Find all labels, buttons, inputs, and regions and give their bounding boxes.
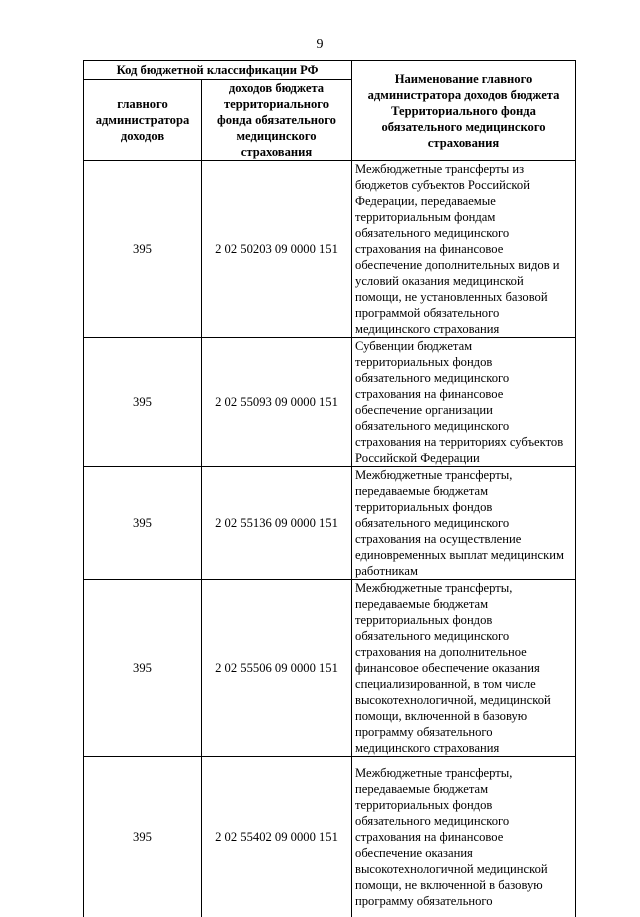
admin-code-cell: 395: [84, 757, 202, 917]
income-code-cell: 2 02 55402 09 0000 151: [202, 757, 352, 917]
table-row: [84, 467, 576, 580]
admin-code-header: главного администратора доходов: [84, 80, 202, 161]
table-row: [84, 338, 576, 467]
admin-code-cell: 395: [84, 467, 202, 580]
administrator-name-header: Наименование главного администратора доходов бюджета Территориального фонда обязательного медицинского страхования: [352, 61, 576, 161]
income-code-cell: 2 02 55506 09 0000 151: [202, 580, 352, 757]
admin-code-cell: 395: [84, 580, 202, 757]
table-row: [84, 757, 576, 917]
page-number: 9: [0, 37, 640, 53]
income-code-cell: 2 02 55093 09 0000 151: [202, 338, 352, 467]
description-cell: Межбюджетные трансферты, передаваемые бюджетам территориальных фондов обязательного медицинского страхования на финансовое обеспечение оказания высокотехнологичной медицинской помощи, не включенной в базовую программу обязательного: [352, 757, 576, 917]
admin-code-cell: 395: [84, 161, 202, 338]
description-cell: Межбюджетные трансферты из бюджетов субъектов Российской Федерации, передаваемые территориальным фондам обязательного медицинского страхования на финансовое обеспечение дополнительных видов и условий оказания медицинской помощи, не установленных базовой программой обязательного медицинского страхования: [352, 161, 576, 338]
budget-classification-table: [83, 60, 576, 917]
budget-code-group-header: Код бюджетной классификации РФ: [84, 61, 352, 80]
table-row: [84, 161, 576, 338]
description-cell: Межбюджетные трансферты, передаваемые бюджетам территориальных фондов обязательного медицинского страхования на дополнительное финансовое обеспечение оказания специализированной, в том числе высокотехнологичной, медицинской помощи, включенной в базовую программу обязательного медицинского страхования: [352, 580, 576, 757]
description-cell: Субвенции бюджетам территориальных фондов обязательного медицинского страхования на финансовое обеспечение организации обязательного медицинского страхования на территориях субъектов Российской Федерации: [352, 338, 576, 467]
income-code-cell: 2 02 50203 09 0000 151: [202, 161, 352, 338]
income-code-cell: 2 02 55136 09 0000 151: [202, 467, 352, 580]
description-cell: Межбюджетные трансферты, передаваемые бюджетам территориальных фондов обязательного медицинского страхования на осуществление единовременных выплат медицинским работникам: [352, 467, 576, 580]
income-code-header: доходов бюджета территориального фонда обязательного медицинского страхования: [202, 80, 352, 161]
table-row: [84, 580, 576, 757]
admin-code-cell: 395: [84, 338, 202, 467]
